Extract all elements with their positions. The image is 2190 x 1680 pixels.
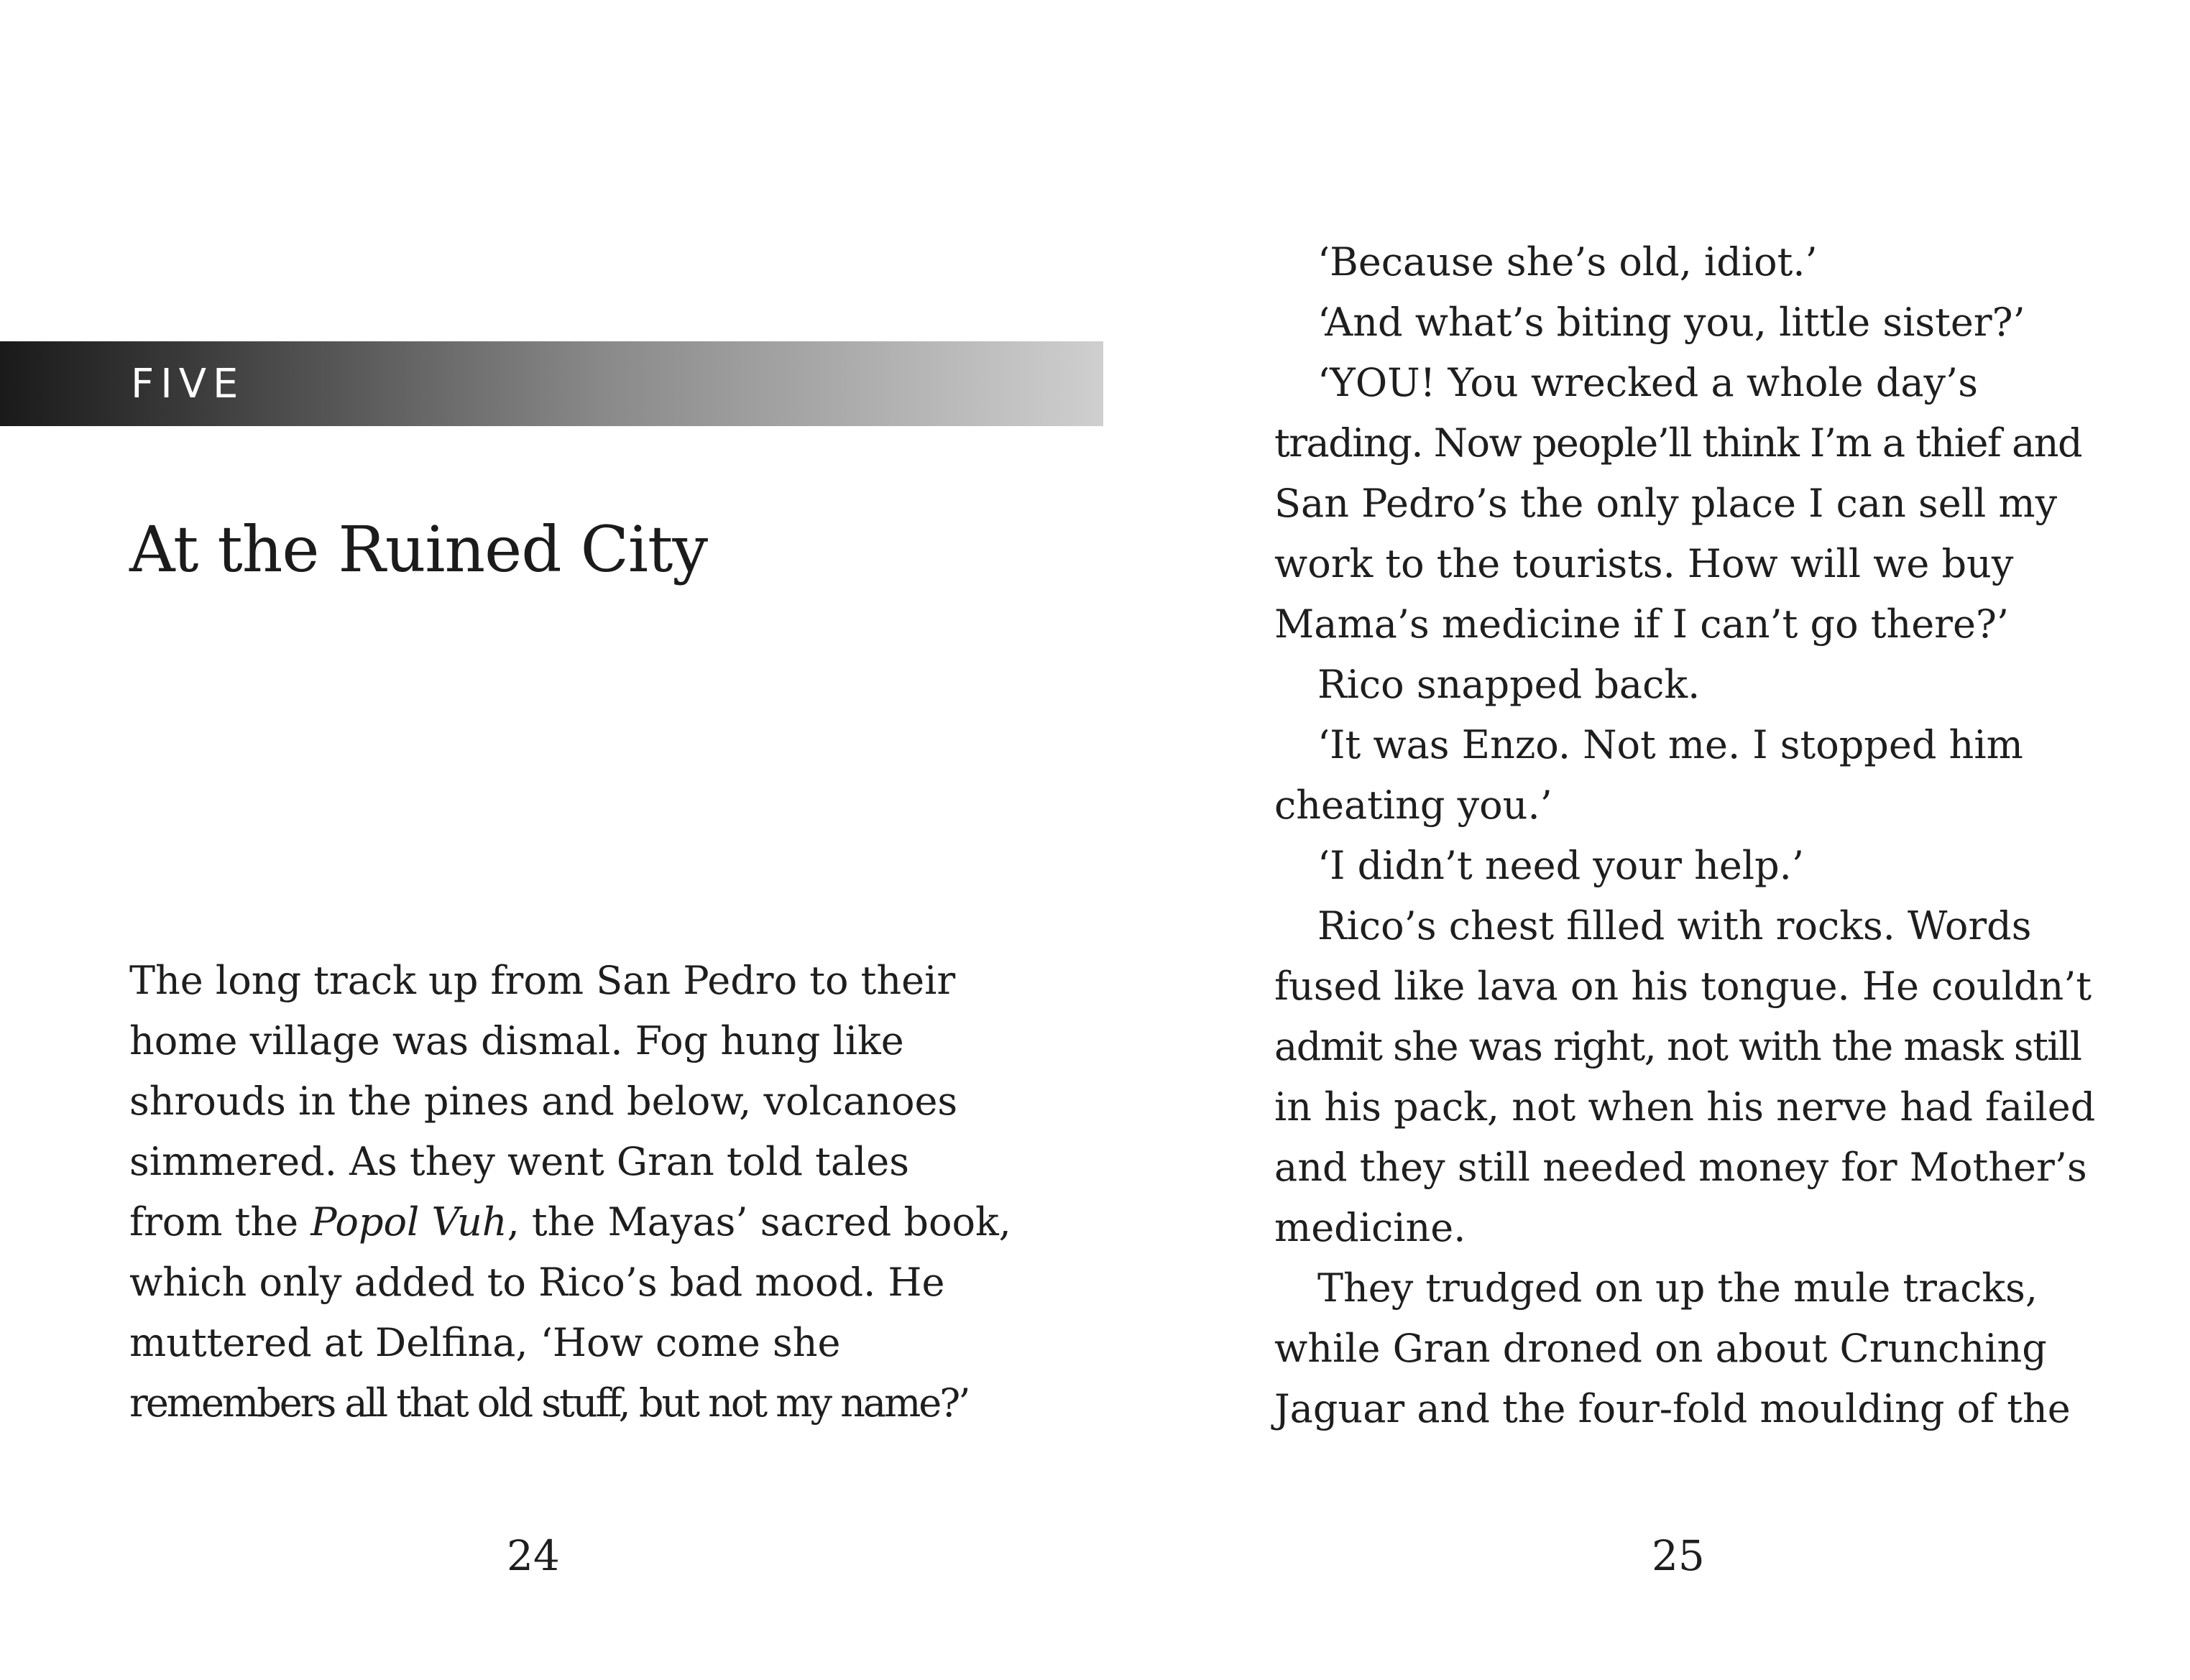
text-line: ‘And what’s biting you, little sister?’ <box>1317 300 2025 345</box>
text-line: medicine. <box>1274 1205 1466 1250</box>
text-line-with-italic <box>129 1192 1035 1252</box>
text-line: ‘I didn’t need your help.’ <box>1317 843 1804 888</box>
right-body-text <box>1274 232 2151 1439</box>
text-line: The long track up from San Pedro to their <box>129 958 956 1003</box>
text-line: simmered. As they went Gran told tales <box>129 1139 909 1184</box>
page-number: 25 <box>1652 1531 1705 1580</box>
text-line: cheating you.’ <box>1274 783 1552 828</box>
text-line: work to the tourists. How will we buy <box>1274 541 2014 586</box>
left-body-text <box>129 951 1035 1434</box>
text-line: San Pedro’s the only place I can sell my <box>1274 481 2058 526</box>
text-line: muttered at Delfina, ‘How come she <box>129 1320 841 1365</box>
text-fragment: , the Mayas’ sacred book, <box>507 1199 1011 1245</box>
text-line: They trudged on up the mule tracks, <box>1317 1265 2038 1311</box>
text-line: ‘YOU! You wrecked a whole day’s <box>1317 360 1978 405</box>
text-line: shrouds in the pines and below, volcanoes <box>129 1079 958 1124</box>
text-fragment: from the <box>129 1199 311 1245</box>
text-line: Jaguar and the four-fold moulding of the <box>1274 1386 2071 1431</box>
text-line: which only added to Rico’s bad mood. He <box>129 1260 945 1305</box>
text-line: Rico snapped back. <box>1317 662 1701 707</box>
text-line: Mama’s medicine if I can’t go there?’ <box>1274 601 2010 647</box>
text-line: ‘It was Enzo. Not me. I stopped him <box>1317 722 2023 767</box>
text-line: home village was dismal. Fog hung like <box>129 1018 904 1063</box>
text-line: while Gran droned on about Crunching <box>1274 1326 2047 1371</box>
book-title-italic: Popol Vuh <box>310 1199 507 1245</box>
chapter-number-label: FIVE <box>131 361 245 407</box>
text-line: Rico’s chest filled with rocks. Words <box>1317 903 2032 949</box>
text-line: and they still needed money for Mother’s <box>1274 1145 2087 1190</box>
text-line: ‘Because she’s old, idiot.’ <box>1317 239 1818 285</box>
page-number: 24 <box>507 1531 560 1580</box>
text-line: remembers all that old stuff, but not my name?’ <box>129 1380 969 1426</box>
text-line: fused like lava on his tongue. He couldn’t <box>1274 964 2092 1009</box>
text-line: in his pack, not when his nerve had failed <box>1274 1084 2096 1130</box>
chapter-title: At the Ruined City <box>129 512 708 586</box>
text-line: trading. Now people’ll think I’m a thief and <box>1274 420 2082 466</box>
text-line: admit she was right, not with the mask still <box>1274 1024 2081 1069</box>
